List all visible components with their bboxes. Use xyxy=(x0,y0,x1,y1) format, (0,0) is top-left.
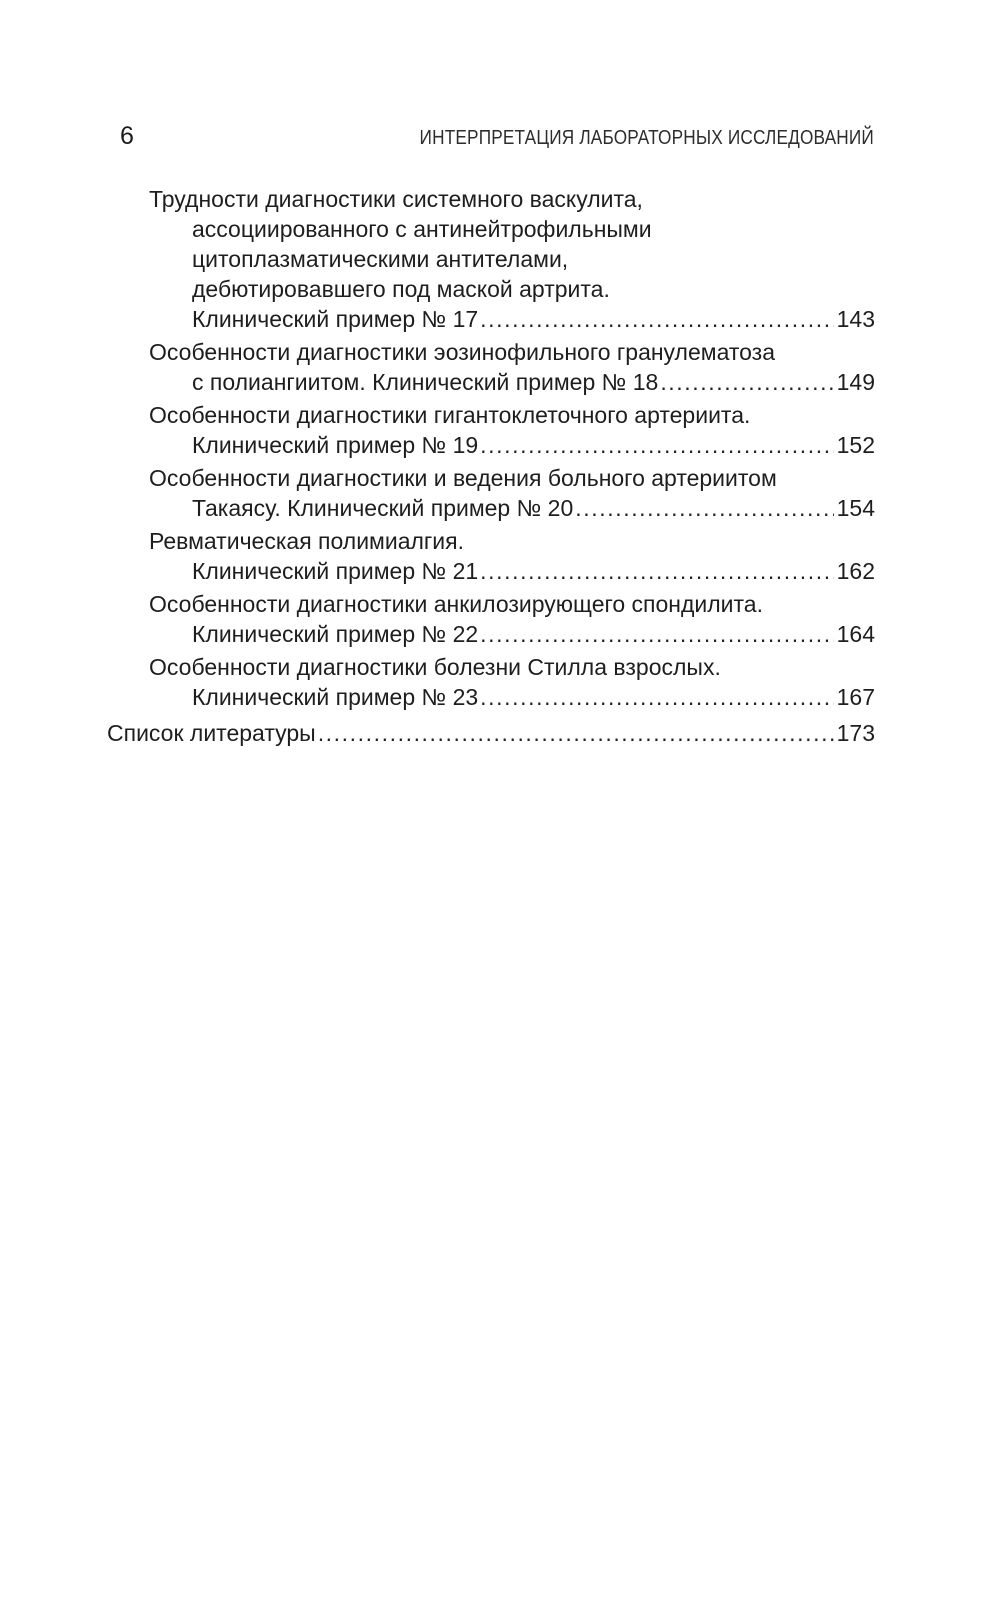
toc-page-ref: 164 xyxy=(836,621,875,647)
toc-line: Особенности диагностики анкилозирующего спондилита. xyxy=(149,591,763,617)
toc-entry xyxy=(107,184,875,334)
page-header xyxy=(120,122,874,152)
toc-entry xyxy=(107,652,875,712)
toc-line-with-page xyxy=(107,367,875,397)
toc-page-ref: 143 xyxy=(836,306,875,332)
toc-entry xyxy=(107,337,875,397)
toc-line-with-page xyxy=(107,556,875,586)
dot-leader xyxy=(575,493,833,523)
toc-text: Клинический пример № 23 xyxy=(192,684,479,710)
page-number: 6 xyxy=(120,122,134,150)
toc-line: Особенности диагностики и ведения больного артериитом xyxy=(149,465,777,491)
toc-line-with-page xyxy=(107,304,875,334)
dot-leader xyxy=(480,430,833,460)
toc-page-ref: 173 xyxy=(836,720,875,746)
toc-line: ассоциированного с антинейтрофильными xyxy=(192,216,652,242)
toc-line: Особенности диагностики гигантоклеточного артериита. xyxy=(149,402,751,428)
toc-entry xyxy=(107,463,875,523)
toc-text: Клинический пример № 19 xyxy=(192,432,479,458)
dot-leader xyxy=(480,556,833,586)
toc-line-with-page xyxy=(107,619,875,649)
dot-leader xyxy=(480,304,833,334)
table-of-contents xyxy=(107,184,875,751)
toc-text: Список литературы xyxy=(107,720,316,746)
toc-line: дебютировавшего под маской артрита. xyxy=(192,276,610,302)
toc-line: Ревматическая полимиалгия. xyxy=(149,528,465,554)
toc-entry xyxy=(107,526,875,586)
toc-line-with-page xyxy=(107,430,875,460)
toc-page-ref: 152 xyxy=(836,432,875,458)
toc-text: Клинический пример № 17 xyxy=(192,306,479,332)
toc-page-ref: 167 xyxy=(836,684,875,710)
toc-text: Клинический пример № 22 xyxy=(192,621,479,647)
toc-entry xyxy=(107,400,875,460)
dot-leader xyxy=(480,619,833,649)
toc-line: Особенности диагностики эозинофильного гранулематоза xyxy=(149,339,776,365)
toc-entry xyxy=(107,589,875,649)
toc-line-with-page xyxy=(107,493,875,523)
toc-page-ref: 162 xyxy=(836,558,875,584)
toc-text: Клинический пример № 21 xyxy=(192,558,479,584)
dot-leader xyxy=(480,682,833,712)
toc-line: Особенности диагностики болезни Стилла взрослых. xyxy=(149,654,721,680)
toc-entry-bibliography xyxy=(107,718,875,748)
dot-leader xyxy=(318,718,834,748)
toc-page-ref: 154 xyxy=(836,495,875,521)
toc-line: цитоплазматическими антителами, xyxy=(192,246,569,272)
toc-line: Трудности диагностики системного васкулита, xyxy=(149,186,643,212)
running-title: ИНТЕРПРЕТАЦИЯ ЛАБОРАТОРНЫХ ИССЛЕДОВАНИЙ xyxy=(419,126,874,149)
toc-line-with-page xyxy=(107,682,875,712)
toc-page-ref: 149 xyxy=(836,369,875,395)
dot-leader xyxy=(660,367,833,397)
toc-line-with-page xyxy=(107,718,875,748)
toc-text: с полиангиитом. Клинический пример № 18 xyxy=(192,369,659,395)
toc-text: Такаясу. Клинический пример № 20 xyxy=(192,495,574,521)
